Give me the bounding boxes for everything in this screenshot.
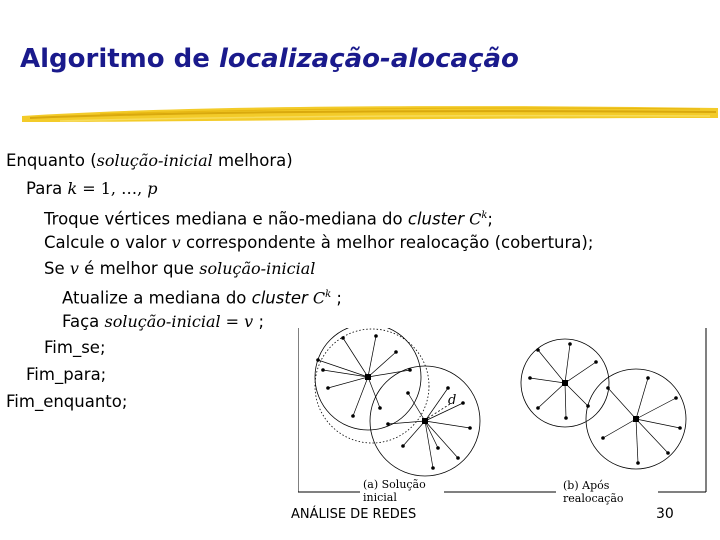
algo-line-while: Enquanto (solução-inicial melhora) [6, 151, 293, 170]
footer-text: ANÁLISE DE REDES [291, 507, 417, 522]
title-underline-brush [0, 96, 720, 136]
panel-b-clusters [521, 339, 686, 469]
algo-line-if: Se v é melhor que solução-inicial [44, 259, 316, 278]
algo-line-compute: Calcule o valor v correspondente à melhor realocação (cobertura); [44, 233, 594, 252]
caption-after-relocation: (b) Após realocação [563, 479, 624, 505]
panel-b-edges [530, 344, 680, 463]
algo-line-assign: Faça solução-inicial = v ; [62, 312, 265, 331]
distance-label: d [448, 393, 457, 408]
figure-frame [298, 328, 706, 492]
page-title [20, 44, 519, 74]
relocation-diagram [298, 328, 708, 494]
panel-b-vertices [528, 342, 682, 465]
algo-line-for: Para k = 1, …, p [26, 179, 158, 198]
title-plain-part: Algoritmo de [20, 44, 219, 74]
algo-line-endwhile: Fim_enquanto; [6, 392, 128, 411]
panel-b-medians [562, 380, 639, 422]
algo-line-endfor: Fim_para; [26, 365, 107, 384]
algo-line-update: Atualize a mediana do cluster $C^k$ ; [62, 288, 342, 308]
algo-line-endif: Fim_se; [44, 338, 106, 357]
page-number: 30 [656, 506, 674, 522]
title-italic-part: localização-alocação [218, 44, 519, 74]
caption-initial-solution: (a) Solução inicial [363, 478, 426, 504]
algo-line-swap: Troque vértices mediana e não-mediana do cluster $C^k$; [44, 209, 493, 229]
